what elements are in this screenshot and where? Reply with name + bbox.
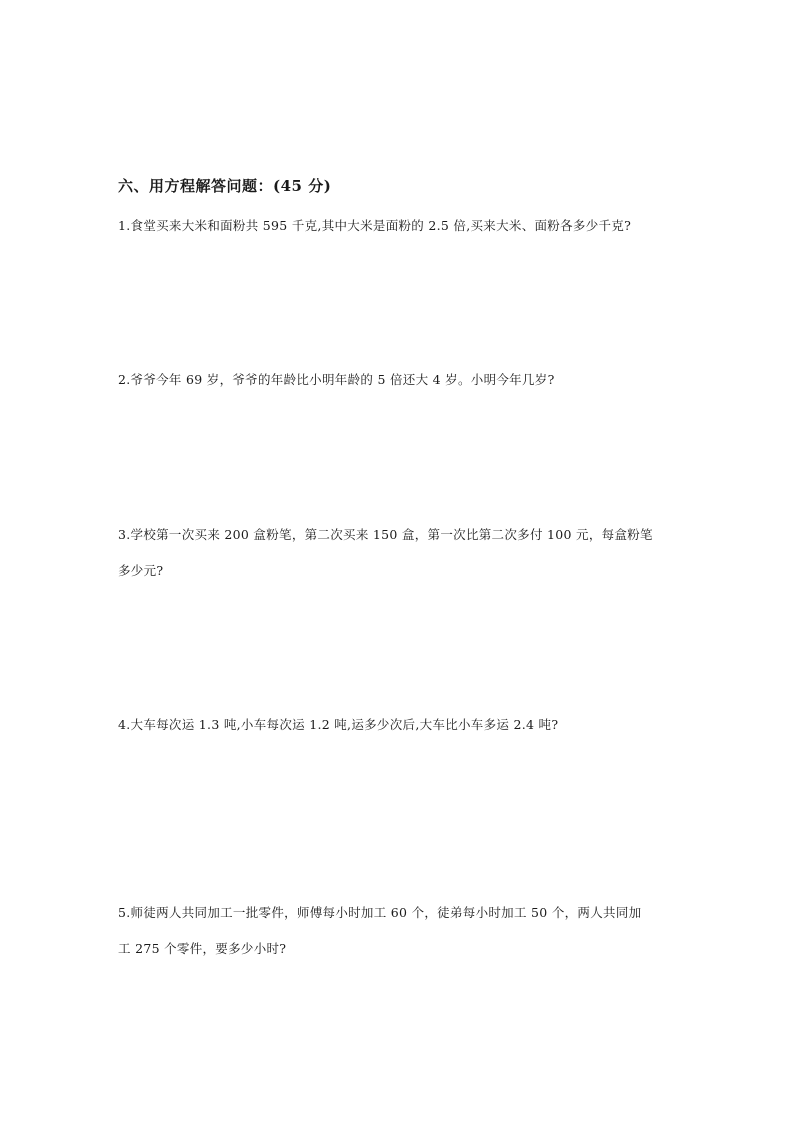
question-1-line-1: 1.食堂买来大米和面粉共 595 千克,其中大米是面粉的 2.5 倍,买来大米、面粉各多少千克? (118, 218, 632, 233)
question-5 (118, 895, 688, 967)
question-3-line-2: 多少元? (118, 563, 164, 578)
question-1 (118, 208, 688, 244)
question-4-line-1: 4.大车每次运 1.3 吨,小车每次运 1.2 吨,运多少次后,大车比小车多运 2.4 吨? (118, 717, 559, 732)
section-title: 六、用方程解答问题：(45 分) (118, 177, 332, 195)
question-4 (118, 707, 688, 743)
question-3-line-1: 3.学校第一次买来 200 盒粉笔，第二次买来 150 盒，第一次比第二次多付 100 元，每盒粉笔 (118, 527, 653, 542)
question-2-line-1: 2.爷爷今年 69 岁，爷爷的年龄比小明年龄的 5 倍还大 4 岁。小明今年几岁? (118, 372, 555, 387)
question-2 (118, 362, 688, 398)
question-5-line-1: 5.师徒两人共同加工一批零件，师傅每小时加工 60 个，徒弟每小时加工 50 个，两人共同加 (118, 905, 642, 920)
question-3 (118, 517, 688, 589)
question-5-line-2: 工 275 个零件，要多少小时? (118, 941, 287, 956)
